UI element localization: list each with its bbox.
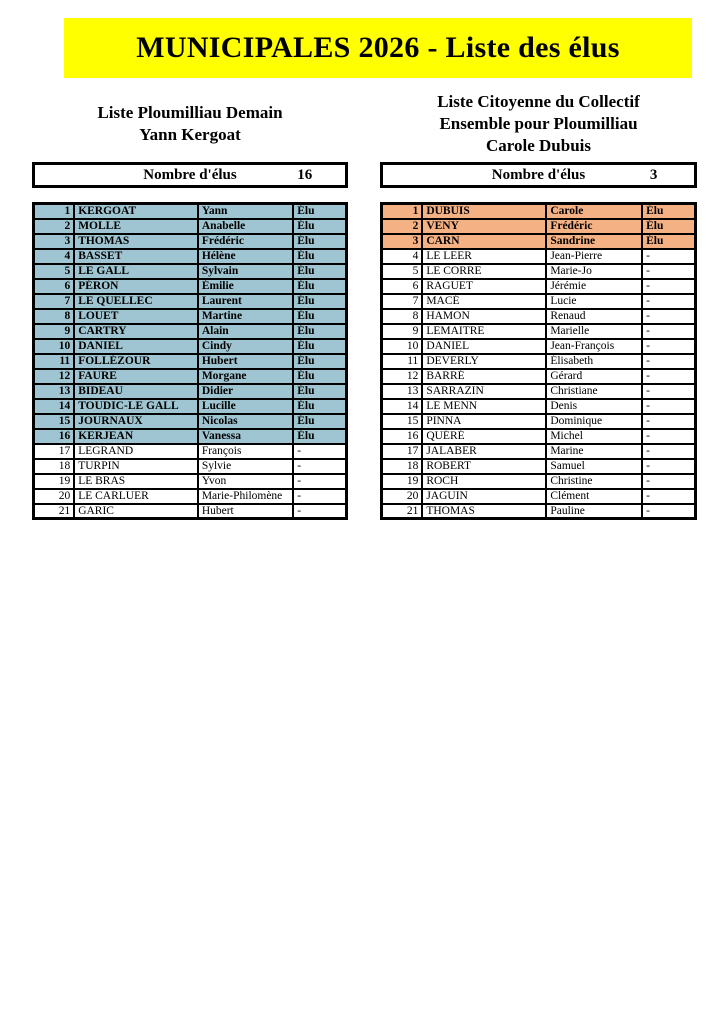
firstname-cell: Marie-Jo (546, 264, 642, 279)
lastname-cell: LEMAITRE (422, 324, 546, 339)
rank-cell: 17 (382, 444, 423, 459)
status-cell: - (642, 369, 695, 384)
lastname-cell: BASSET (74, 249, 198, 264)
table-row (382, 204, 696, 219)
firstname-cell: Émilie (198, 279, 293, 294)
lastname-cell: BARRÉ (422, 369, 546, 384)
lastname-cell: ROCH (422, 474, 546, 489)
status-cell: - (642, 474, 695, 489)
rank-cell: 16 (34, 429, 75, 444)
status-cell: - (642, 399, 695, 414)
table-row (34, 429, 347, 444)
table-row (382, 249, 696, 264)
firstname-cell: Christiane (546, 384, 642, 399)
status-cell: - (293, 444, 346, 459)
firstname-cell: Clément (546, 489, 642, 504)
lastname-cell: LE MENN (422, 399, 546, 414)
firstname-cell: Marielle (546, 324, 642, 339)
rank-cell: 4 (34, 249, 75, 264)
table-row (34, 489, 347, 504)
table-row (382, 474, 696, 489)
rank-cell: 1 (382, 204, 423, 219)
firstname-cell: François (198, 444, 293, 459)
elected-count-box (32, 162, 348, 188)
roster-body (382, 204, 696, 519)
firstname-cell: Laurent (198, 294, 293, 309)
rank-cell: 17 (34, 444, 75, 459)
firstname-cell: Gérard (546, 369, 642, 384)
firstname-cell: Sandrine (546, 234, 642, 249)
list-title-line: Ensemble pour Ploumilliau (439, 114, 638, 133)
status-cell: - (642, 294, 695, 309)
lastname-cell: DUBUIS (422, 204, 546, 219)
rank-cell: 11 (34, 354, 75, 369)
roster-table-left (32, 202, 348, 520)
rank-cell: 7 (382, 294, 423, 309)
rank-cell: 21 (382, 504, 423, 519)
roster-table-right (380, 202, 697, 520)
elected-count-box (380, 162, 697, 188)
status-cell: - (642, 264, 695, 279)
rank-cell: 3 (34, 234, 75, 249)
firstname-cell: Yvon (198, 474, 293, 489)
lastname-cell: PÉRON (74, 279, 198, 294)
lastname-cell: LE LEER (422, 249, 546, 264)
table-row (382, 369, 696, 384)
status-cell: Élu (293, 369, 346, 384)
table-row (382, 309, 696, 324)
lastname-cell: JAGUIN (422, 489, 546, 504)
status-cell: Élu (293, 264, 346, 279)
list-title-line: Liste Citoyenne du Collectif (437, 92, 640, 111)
status-cell: Élu (293, 429, 346, 444)
rank-cell: 14 (34, 399, 75, 414)
status-cell: - (642, 414, 695, 429)
lastname-cell: LE GALL (74, 264, 198, 279)
status-cell: Élu (293, 354, 346, 369)
rank-cell: 15 (382, 414, 423, 429)
table-row (34, 219, 347, 234)
table-row (34, 369, 347, 384)
elected-count-value: 16 (297, 166, 313, 183)
firstname-cell: Frédéric (546, 219, 642, 234)
table-row (34, 384, 347, 399)
status-cell: Élu (293, 414, 346, 429)
table-row (382, 264, 696, 279)
firstname-cell: Yann (198, 204, 293, 219)
lastname-cell: SARRAZIN (422, 384, 546, 399)
firstname-cell: Marine (546, 444, 642, 459)
rank-cell: 6 (382, 279, 423, 294)
firstname-cell: Marie-Philomène (198, 489, 293, 504)
status-cell: Élu (642, 204, 695, 219)
firstname-cell: Denis (546, 399, 642, 414)
rank-cell: 18 (34, 459, 75, 474)
list-column-citoyenne-collectif (380, 86, 697, 520)
table-row (34, 504, 347, 519)
lastname-cell: TURPIN (74, 459, 198, 474)
list-column-ploumilliau-demain (32, 86, 348, 520)
rank-cell: 2 (382, 219, 423, 234)
lastname-cell: THOMAS (422, 504, 546, 519)
table-row (34, 444, 347, 459)
list-title (380, 86, 697, 162)
rank-cell: 18 (382, 459, 423, 474)
lastname-cell: FAURE (74, 369, 198, 384)
status-cell: - (642, 384, 695, 399)
table-row (34, 204, 347, 219)
firstname-cell: Morgane (198, 369, 293, 384)
status-cell: Élu (293, 384, 346, 399)
rank-cell: 2 (34, 219, 75, 234)
firstname-cell: Jean-François (546, 339, 642, 354)
rank-cell: 12 (382, 369, 423, 384)
table-row (34, 459, 347, 474)
firstname-cell: Jean-Pierre (546, 249, 642, 264)
table-row (34, 309, 347, 324)
rank-cell: 6 (34, 279, 75, 294)
rank-cell: 5 (382, 264, 423, 279)
status-cell: - (642, 459, 695, 474)
rank-cell: 10 (34, 339, 75, 354)
status-cell: - (293, 474, 346, 489)
firstname-cell: Lucie (546, 294, 642, 309)
lastname-cell: THOMAS (74, 234, 198, 249)
status-cell: - (642, 324, 695, 339)
firstname-cell: Frédéric (198, 234, 293, 249)
status-cell: Élu (293, 294, 346, 309)
elected-count-value: 3 (649, 166, 658, 183)
rank-cell: 1 (34, 204, 75, 219)
status-cell: Élu (293, 234, 346, 249)
status-cell: Élu (293, 399, 346, 414)
firstname-cell: Samuel (546, 459, 642, 474)
table-row (382, 399, 696, 414)
firstname-cell: Hélène (198, 249, 293, 264)
rank-cell: 3 (382, 234, 423, 249)
firstname-cell: Vanessa (198, 429, 293, 444)
list-title-line: Carole Dubuis (485, 136, 591, 155)
list-title-line: Yann Kergoat (139, 125, 241, 144)
status-cell: - (293, 504, 346, 519)
lastname-cell: DANIEL (422, 339, 546, 354)
page-title-banner (64, 18, 692, 78)
firstname-cell: Élisabeth (546, 354, 642, 369)
lastname-cell: FOLLÉZOUR (74, 354, 198, 369)
firstname-cell: Alain (198, 324, 293, 339)
elected-count-label: Nombre d'élus (143, 166, 237, 183)
status-cell: Élu (293, 309, 346, 324)
lastname-cell: LE CARLUER (74, 489, 198, 504)
table-row (382, 219, 696, 234)
rank-cell: 20 (34, 489, 75, 504)
rank-cell: 13 (382, 384, 423, 399)
lastname-cell: DANIEL (74, 339, 198, 354)
rank-cell: 16 (382, 429, 423, 444)
status-cell: - (293, 489, 346, 504)
table-row (382, 294, 696, 309)
rank-cell: 9 (34, 324, 75, 339)
roster-body (34, 204, 347, 519)
status-cell: Élu (293, 324, 346, 339)
table-row (34, 264, 347, 279)
table-row (382, 324, 696, 339)
status-cell: Élu (293, 249, 346, 264)
lastname-cell: VENY (422, 219, 546, 234)
table-row (382, 429, 696, 444)
status-cell: - (642, 504, 695, 519)
status-cell: Élu (642, 219, 695, 234)
lastname-cell: HAMON (422, 309, 546, 324)
firstname-cell: Anabelle (198, 219, 293, 234)
lastname-cell: KERGOAT (74, 204, 198, 219)
rank-cell: 7 (34, 294, 75, 309)
table-row (34, 474, 347, 489)
lastname-cell: JALABER (422, 444, 546, 459)
firstname-cell: Pauline (546, 504, 642, 519)
table-row (34, 234, 347, 249)
table-row (382, 414, 696, 429)
firstname-cell: Sylvie (198, 459, 293, 474)
table-row (382, 339, 696, 354)
firstname-cell: Lucille (198, 399, 293, 414)
status-cell: - (642, 489, 695, 504)
rank-cell: 14 (382, 399, 423, 414)
firstname-cell: Sylvain (198, 264, 293, 279)
firstname-cell: Didier (198, 384, 293, 399)
status-cell: Élu (293, 339, 346, 354)
lastname-cell: BIDEAU (74, 384, 198, 399)
status-cell: Élu (293, 204, 346, 219)
lastname-cell: DEVERLY (422, 354, 546, 369)
table-row (382, 279, 696, 294)
table-row (382, 384, 696, 399)
lastname-cell: LE BRAS (74, 474, 198, 489)
firstname-cell: Cindy (198, 339, 293, 354)
firstname-cell: Martine (198, 309, 293, 324)
firstname-cell: Hubert (198, 354, 293, 369)
page-title: MUNICIPALES 2026 - Liste des élus (136, 31, 620, 64)
table-row (382, 504, 696, 519)
rank-cell: 4 (382, 249, 423, 264)
rank-cell: 10 (382, 339, 423, 354)
firstname-cell: Nicolas (198, 414, 293, 429)
status-cell: - (642, 309, 695, 324)
lastname-cell: GARIC (74, 504, 198, 519)
firstname-cell: Hubert (198, 504, 293, 519)
rank-cell: 13 (34, 384, 75, 399)
rank-cell: 8 (382, 309, 423, 324)
status-cell: - (642, 354, 695, 369)
table-row (382, 489, 696, 504)
rank-cell: 11 (382, 354, 423, 369)
firstname-cell: Carole (546, 204, 642, 219)
status-cell: - (642, 429, 695, 444)
lastname-cell: PINNA (422, 414, 546, 429)
lastname-cell: LEGRAND (74, 444, 198, 459)
rank-cell: 9 (382, 324, 423, 339)
lastname-cell: ROBERT (422, 459, 546, 474)
table-row (382, 459, 696, 474)
lastname-cell: CARN (422, 234, 546, 249)
lastname-cell: LE QUELLEC (74, 294, 198, 309)
status-cell: - (293, 459, 346, 474)
table-row (382, 354, 696, 369)
table-row (382, 444, 696, 459)
status-cell: Élu (642, 234, 695, 249)
rank-cell: 20 (382, 489, 423, 504)
status-cell: Élu (293, 279, 346, 294)
firstname-cell: Michel (546, 429, 642, 444)
rank-cell: 21 (34, 504, 75, 519)
table-row (382, 234, 696, 249)
table-row (34, 414, 347, 429)
list-title-line: Liste Ploumilliau Demain (97, 103, 283, 122)
rank-cell: 19 (34, 474, 75, 489)
elected-count-label: Nombre d'élus (491, 166, 586, 183)
status-cell: - (642, 279, 695, 294)
table-row (34, 249, 347, 264)
status-cell: - (642, 249, 695, 264)
rank-cell: 15 (34, 414, 75, 429)
lastname-cell: CARTRY (74, 324, 198, 339)
table-row (34, 339, 347, 354)
firstname-cell: Renaud (546, 309, 642, 324)
table-row (34, 279, 347, 294)
lastname-cell: JOURNAUX (74, 414, 198, 429)
status-cell: - (642, 339, 695, 354)
rank-cell: 12 (34, 369, 75, 384)
list-title (32, 86, 348, 162)
lastname-cell: TOUDIC-LE GALL (74, 399, 198, 414)
table-row (34, 324, 347, 339)
lastname-cell: RAGUET (422, 279, 546, 294)
firstname-cell: Christine (546, 474, 642, 489)
status-cell: - (642, 444, 695, 459)
table-row (34, 399, 347, 414)
lastname-cell: QUÉRÉ (422, 429, 546, 444)
rank-cell: 19 (382, 474, 423, 489)
rank-cell: 5 (34, 264, 75, 279)
table-row (34, 354, 347, 369)
status-cell: Élu (293, 219, 346, 234)
rank-cell: 8 (34, 309, 75, 324)
table-row (34, 294, 347, 309)
firstname-cell: Jérémie (546, 279, 642, 294)
lastname-cell: MACÉ (422, 294, 546, 309)
lastname-cell: MOLLE (74, 219, 198, 234)
lastname-cell: KERJEAN (74, 429, 198, 444)
firstname-cell: Dominique (546, 414, 642, 429)
lastname-cell: LOUET (74, 309, 198, 324)
lastname-cell: LE CORRE (422, 264, 546, 279)
